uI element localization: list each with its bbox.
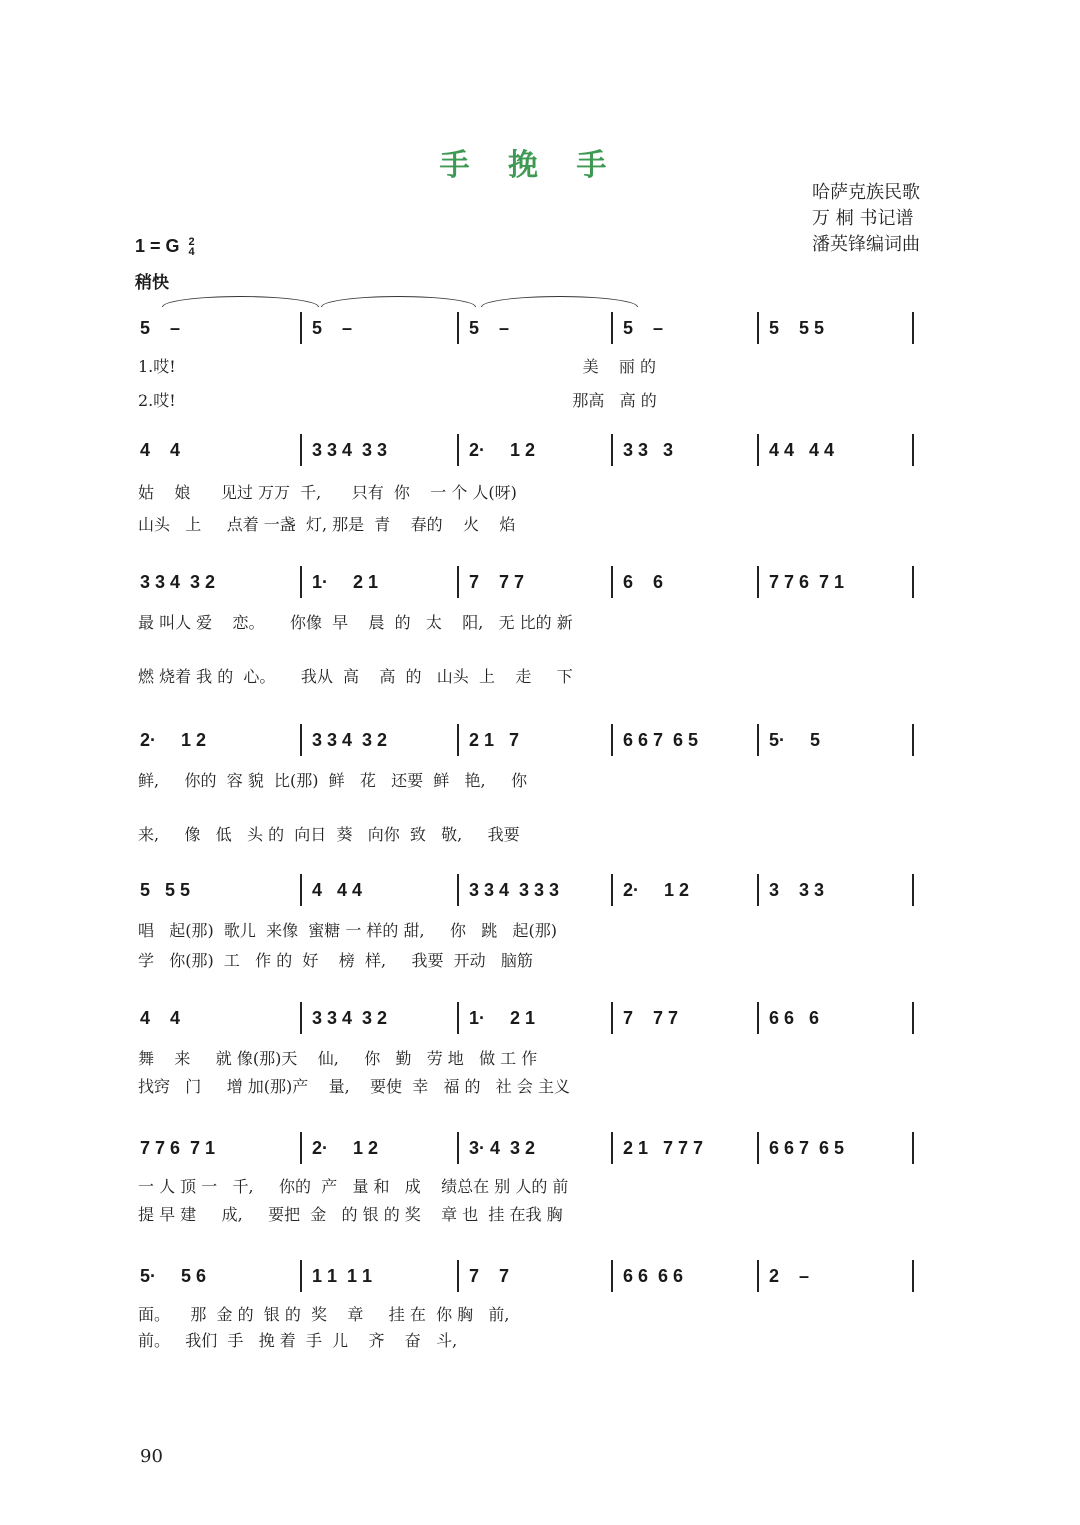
credit-transcriber: 万 桐 书记谱 (812, 208, 914, 229)
barline (757, 874, 759, 906)
barline (611, 312, 613, 344)
measure: 2 – (769, 1266, 810, 1286)
barline (457, 312, 459, 344)
measure: 6 6 6 (769, 1008, 820, 1028)
lyric-text: 一 人 顶 一 千, 你的 产 量 和 成 绩总在 别 人的 前 (138, 1177, 569, 1196)
barline (912, 434, 914, 466)
barline (757, 1002, 759, 1034)
measure: 1· 2 1 (312, 572, 379, 592)
lyric-text: 学 你(那) 工 作 的 好 榜 样, 我要 开动 脑筋 (138, 951, 533, 970)
measure: 7 7 6 7 1 (140, 1138, 216, 1158)
barline (757, 566, 759, 598)
measure: 3 3 4 3 2 (312, 1008, 388, 1028)
barline (912, 724, 914, 756)
barline (611, 874, 613, 906)
notation-line (0, 440, 1080, 470)
measure: 5· 5 6 (140, 1266, 207, 1286)
lyric-text: 2.哎! 那高 高 的 (138, 391, 657, 410)
measure: 6 6 7 6 5 (623, 730, 699, 750)
notation-line (0, 1138, 1080, 1168)
meter-top: 2 (188, 236, 195, 249)
barline (912, 1260, 914, 1292)
measure: 5 5 5 (140, 880, 191, 900)
barline (611, 1132, 613, 1164)
tie-arc (162, 296, 319, 307)
barline (611, 724, 613, 756)
barline (611, 1002, 613, 1034)
barline (457, 434, 459, 466)
measure: 5 – (140, 318, 181, 338)
measure: 4 4 4 4 (769, 440, 835, 460)
measure: 5 – (623, 318, 664, 338)
barline (611, 434, 613, 466)
barline (300, 1132, 302, 1164)
barline (300, 434, 302, 466)
barline (912, 312, 914, 344)
barline (757, 1260, 759, 1292)
measure: 5 5 5 (769, 318, 825, 338)
lyric-text: 舞 来 就 像(那)天 仙, 你 勤 劳 地 做 工 作 (138, 1049, 538, 1068)
measure: 3 3 4 3 2 (140, 572, 216, 592)
time-signature (189, 237, 195, 257)
barline (912, 1132, 914, 1164)
notation-line (0, 730, 1080, 760)
measure: 7 7 (469, 1266, 510, 1286)
notation-line (0, 880, 1080, 910)
barline (300, 1002, 302, 1034)
lyric-text: 提 早 建 成, 要把 金 的 银 的 奖 章 也 挂 在我 胸 (138, 1205, 563, 1224)
barline (457, 566, 459, 598)
lyric-line-2 (0, 822, 1080, 846)
barline (757, 1132, 759, 1164)
measure: 7 7 7 (469, 572, 525, 592)
barline (457, 724, 459, 756)
measure: 2 1 7 7 7 (623, 1138, 704, 1158)
measure: 2· 1 2 (623, 880, 690, 900)
lyric-text: 唱 起(那) 歌儿 来像 蜜糖 一 样的 甜, 你 跳 起(那) (138, 921, 558, 940)
measure: 2· 1 2 (312, 1138, 379, 1158)
barline (757, 724, 759, 756)
lyric-text: 鲜, 你的 容 貌 比(那) 鲜 花 还要 鲜 艳, 你 (138, 771, 528, 790)
lyric-line-2 (0, 948, 1080, 972)
measure: 5 – (469, 318, 510, 338)
lyric-line-1 (0, 1046, 1080, 1070)
measure: 7 7 7 (623, 1008, 679, 1028)
measure: 3 3 3 (769, 880, 825, 900)
barline (300, 566, 302, 598)
notation-line (0, 318, 1080, 348)
measure: 2· 1 2 (469, 440, 536, 460)
song-title: 手 挽 手 (439, 148, 621, 183)
lyric-text: 山头 上 点着 一盏 灯, 那是 青 春的 火 焰 (138, 515, 516, 534)
lyric-line-2 (0, 388, 1080, 412)
lyric-text: 最 叫人 爱 恋。 你像 早 晨 的 太 阳, 无 比的 新 (138, 613, 573, 632)
key-label: 1 = G (135, 236, 180, 256)
measure: 2 1 7 (469, 730, 520, 750)
lyric-line-1 (0, 1174, 1080, 1198)
credits (812, 180, 920, 258)
barline (300, 874, 302, 906)
measure: 6 6 6 6 (623, 1266, 684, 1286)
measure: 3· 4 3 2 (469, 1138, 536, 1158)
barline (457, 1002, 459, 1034)
measure: 4 4 (140, 440, 181, 460)
credit-origin: 哈萨克族民歌 (812, 182, 920, 203)
barline (757, 312, 759, 344)
lyric-text: 面。 那 金 的 银 的 奖 章 挂 在 你 胸 前, (138, 1305, 510, 1324)
measure: 3 3 3 (623, 440, 674, 460)
notation-line (0, 1266, 1080, 1296)
lyric-line-1 (0, 768, 1080, 792)
lyric-line-1 (0, 480, 1080, 504)
lyric-line-1 (0, 610, 1080, 634)
page-number: 90 (140, 1446, 163, 1467)
lyric-line-2 (0, 1074, 1080, 1098)
barline (912, 1002, 914, 1034)
key-signature (135, 236, 195, 257)
barline (300, 312, 302, 344)
measure: 1· 2 1 (469, 1008, 536, 1028)
barline (457, 874, 459, 906)
lyric-text: 姑 娘 见过 万万 千, 只有 你 一 个 人(呀) (138, 483, 517, 502)
lyric-line-1 (0, 354, 1080, 378)
measure: 3 3 4 3 3 3 (469, 880, 560, 900)
measure: 3 3 4 3 2 (312, 730, 388, 750)
barline (912, 874, 914, 906)
credit-arranger: 潘英锋编词曲 (812, 234, 920, 255)
barline (912, 566, 914, 598)
measure: 5 – (312, 318, 353, 338)
barline (611, 566, 613, 598)
lyric-text: 1.哎! 美 丽 的 (138, 357, 657, 376)
measure: 6 6 7 6 5 (769, 1138, 845, 1158)
tempo-marking: 稍快 (135, 273, 169, 293)
barline (300, 1260, 302, 1292)
lyric-text: 燃 烧着 我 的 心。 我从 高 高 的 山头 上 走 下 (138, 667, 573, 686)
lyric-line-2 (0, 512, 1080, 536)
measure: 5· 5 (769, 730, 821, 750)
lyric-text: 找窍 门 增 加(那)产 量, 要使 幸 福 的 社 会 主义 (138, 1077, 570, 1096)
measure: 7 7 6 7 1 (769, 572, 845, 592)
lyric-text: 来, 像 低 头 的 向日 葵 向你 致 敬, 我要 (138, 825, 520, 844)
notation-line (0, 572, 1080, 602)
meter-bottom: 4 (188, 246, 195, 259)
tie-arc (481, 296, 638, 307)
measure: 1 1 1 1 (312, 1266, 373, 1286)
measure: 3 3 4 3 3 (312, 440, 388, 460)
measure: 4 4 (140, 1008, 181, 1028)
barline (457, 1132, 459, 1164)
barline (757, 434, 759, 466)
measure: 6 6 (623, 572, 664, 592)
lyric-line-1 (0, 918, 1080, 942)
measure: 2· 1 2 (140, 730, 207, 750)
lyric-line-1 (0, 1302, 1080, 1326)
notation-line (0, 1008, 1080, 1038)
barline (457, 1260, 459, 1292)
lyric-line-2 (0, 1328, 1080, 1352)
barline (300, 724, 302, 756)
measure: 4 4 4 (312, 880, 363, 900)
lyric-text: 前。 我们 手 挽 着 手 儿 齐 奋 斗, (138, 1331, 458, 1350)
lyric-line-2 (0, 664, 1080, 688)
barline (611, 1260, 613, 1292)
tie-arc (321, 296, 476, 307)
lyric-line-2 (0, 1202, 1080, 1226)
